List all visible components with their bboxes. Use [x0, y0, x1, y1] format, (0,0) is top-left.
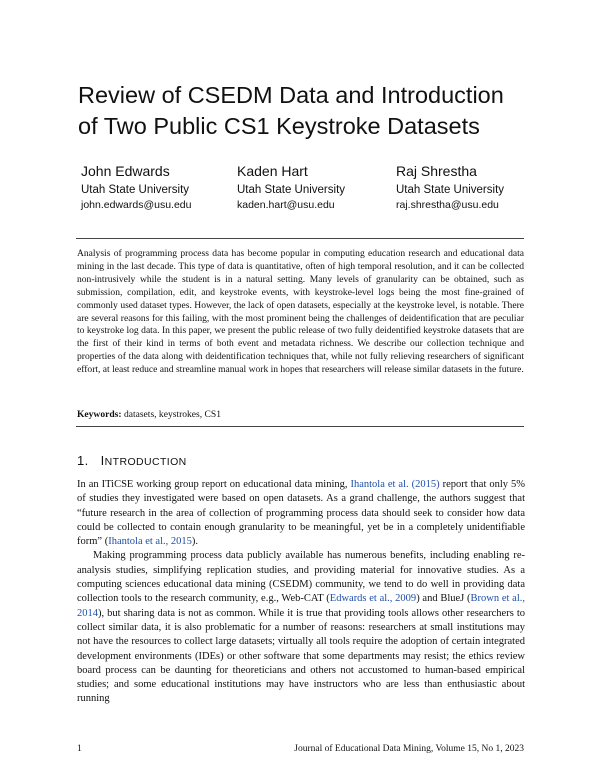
body-text	[77, 478, 525, 707]
citation-link[interactable]: Brown et al., 2014	[77, 593, 526, 619]
author-block-3	[396, 162, 566, 212]
author-email: raj.shrestha@usu.edu	[396, 199, 499, 211]
keywords-text: datasets, keystrokes, CS1	[123, 409, 221, 420]
text-run: ) and BlueJ (	[416, 593, 471, 605]
paragraph-2	[77, 549, 525, 706]
citation-link[interactable]: Edwards et al., 2009	[329, 593, 417, 605]
author-name: Raj Shrestha	[396, 163, 477, 179]
author-name: Kaden Hart	[237, 163, 308, 179]
text-run: In an ITiCSE working group report on educational data mining,	[77, 479, 348, 490]
keywords-label: Keywords:	[77, 409, 122, 420]
page-number: 1	[77, 744, 82, 754]
author-affiliation: Utah State University	[396, 184, 505, 196]
title-line-2: of Two Public CS1 Keystroke Datasets	[78, 113, 480, 139]
text-run: ), but sharing data is not as common. While it is true that providing tools allows other researchers to collect similar data, it is also problematic for a number of reasons: researchers at small institutions may not have the resources to collect large datasets; virtually all tools require the adoption of certain integrated development environments (IDEs) or other software that some departments may resist; the ethics review board process can be daunting for theoreticians and others not accustomed to human-based empirical studies; and some educational institutions may have instructors who are less than enthusiastic about running	[77, 607, 525, 705]
abstract-top-rule	[76, 238, 524, 239]
abstract-bottom-rule	[76, 426, 524, 427]
text-run: ).	[191, 536, 199, 548]
journal-footer: Journal of Educational Data Mining, Volume 15, No 1, 2023	[294, 744, 524, 754]
text-run: report that only 5% of studies they investigated were based on open datasets. As a grand challenge, the authors suggest that “future research in the area of collection of programming process data should seek to consider how data could be collected to contain enough granularity to be meaningful, yet be in a completely unidentifiable form” (	[77, 479, 525, 548]
paper-title	[78, 80, 538, 142]
title-line-1: Review of CSEDM Data and Introduction	[78, 82, 504, 108]
author-block-2	[237, 162, 407, 212]
author-email: kaden.hart@usu.edu	[237, 199, 335, 211]
section-number: 1.	[77, 453, 89, 468]
text-run: Making programming process data publicly available has numerous benefits, including enabling re-analysis studies, simplifying replication studies, and providing material for innovative studies. As a computing sciences educational data mining (CSEDM) community, we tend to do well in providing data collection tools to the research community, e.g., Web-CAT (	[77, 550, 525, 605]
section-title-initial: I	[100, 453, 105, 468]
author-email: john.edwards@usu.edu	[81, 199, 192, 211]
author-affiliation: Utah State University	[81, 184, 190, 196]
abstract: Analysis of programming process data has become popular in computing education research and educational data mining in the last decade. This type of data is quantitative, often of high temporal resolution, and it can be collected non-intrusively while the student is in a natural setting. Many levels of granularity can be obtained, such as submission, compilation, edit, and keystroke events, with keystroke-level logs being the most fine-grained of commonly used dataset types. However, the lack of open datasets, especially at the keystroke level, is notable. There are several reasons for this failing, with the most prominent being the challenges of deidentification that are peculiar to keystroke log data. In this paper, we present the public release of two fully deidentified keystroke datasets that are the first of their kind in terms of both event and metadata richness. We describe our collection technique and properties of the data along with deidentification techniques that, while not fully relieving researchers of significant effort, at least reduce and streamline manual work in hopes that researchers will release similar datasets in the future.	[77, 248, 524, 376]
author-name: John Edwards	[81, 163, 170, 179]
paragraph-1	[77, 478, 525, 549]
citation-link[interactable]: Ihantola et al., 2015	[108, 536, 192, 548]
author-affiliation: Utah State University	[237, 184, 346, 196]
keywords	[77, 409, 524, 422]
section-heading-introduction	[77, 452, 187, 471]
author-block-1	[81, 162, 251, 212]
citation-link[interactable]: Ihantola et al. (2015)	[350, 479, 440, 490]
section-title-rest: NTRODUCTION	[104, 456, 187, 468]
